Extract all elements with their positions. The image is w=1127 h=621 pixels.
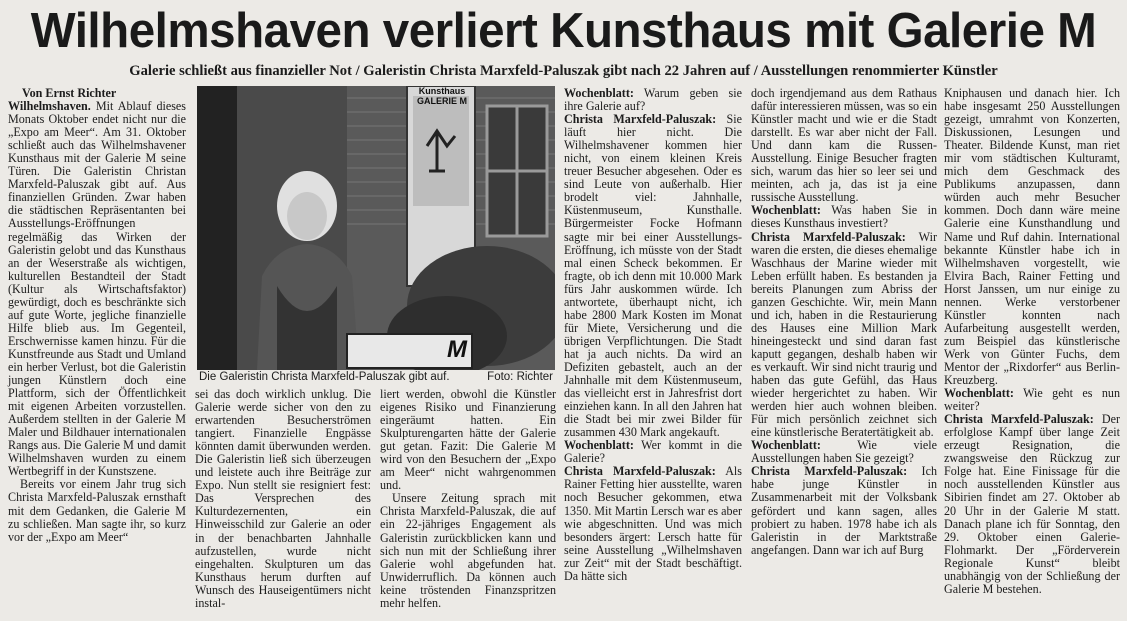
column-4 — [564, 87, 742, 583]
photo-credit: Foto: Richter — [487, 371, 553, 383]
column-6 — [944, 87, 1120, 596]
paragraph: Bereits vor einem Jahr trug sich Christa Marxfeld-Paluszak ernsthaft mit dem Gedanken, die Galerie M zu schließen. Man sagte ihr, so kurz vor der „Expo am Meer“ — [8, 477, 186, 544]
interview-answer — [944, 413, 1120, 596]
interview-question — [751, 439, 937, 465]
speaker-label: Christa Marxfeld-Paluszak: — [751, 464, 908, 479]
lead-paragraph — [8, 100, 186, 478]
speaker-label: Christa Marxfeld-Paluszak: — [944, 412, 1094, 427]
lead-text: Mit Ablauf dieses Monats Oktober endet nicht nur die „Expo am Meer“. Am 31. Oktober schließt auch das Wilhelmshavener Kunsthaus mit der Galerie M seine Türen. Die Galeristin Christan Marxfeld-Paluszak gibt auf. Aus finanziellen Gründen. Zwar haben die städtischen Repräsentanten bei Ausstellungs-Eröffnungen regelmäßig das Wirken der Galeristin gelobt und das Kunsthaus an der Weserstraße als wichtigen, kulturellen Bestandteil der Stadt (Kultur als Wirtschaftsfaktor) gewürdigt, doch es beschränkte sich auf gute Worte, jegliche finanzielle Hilfe blieb aus. Im Gegenteil, Erschwernisse kamen hinzu. Für die Kunstfreunde aus Stadt und Umland ein herber Verlust, bot die Galeristin jungen Künstlern doch eine Plattform, sich der Öffentlichkeit mit eigenen Arbeiten vorzustellen. Außerdem stellten in der Galerie M Maler und Bildhauer internationalen Rangs aus. Die Galerie M und damit Wilhelmshaven wurden zu einem Wertbegriff in der Kunstszene. — [8, 99, 186, 479]
caption-text: Die Galeristin Christa Marxfeld-Paluszak gibt auf. — [199, 371, 450, 383]
speaker-label: Wochenblatt: — [751, 438, 821, 453]
article-photo — [197, 86, 555, 370]
column-1 — [8, 87, 186, 544]
question-text: Wie viele Ausstellungen haben Sie gezeigt? — [751, 438, 937, 466]
column-2 — [195, 388, 371, 610]
interview-answer — [751, 465, 937, 556]
column-3 — [380, 388, 556, 610]
question-text: Warum geben sie ihre Galerie auf? — [564, 86, 742, 114]
paragraph: Kniphausen und danach hier. Ich habe insgesamt 250 Ausstellungen gezeigt, umrahmt von Konzerten, Diskussionen, Lesungen und Theater. Bildende Kunst, man riet mir vom städtischen Kulturamt, mich dem Geschmack des Publikums anzupassen, dann würden auch mehr Besucher kommen. Doch dann wäre meine Galerie eine Kunsthandlung und Name und Ruf dahin. International bekannte Künstler habe ich in Wilhelmshaven vorgestellt, wie Elvira Bach, Rainer Fetting und Horst Janssen, um nur einige zu nennen. Werke verstorbener Künstler konnten nach Aufarbeitung ausgestellt werden, zum Beispiel das künstlerische Werk von Günter Fuchs, dem Mentor der „Rixdorfer“ aus Berlin-Kreuzberg. — [944, 86, 1120, 388]
answer-text: Sie läuft hier nicht. Die Wilhelmshavener kommen hier nicht, von einem kleinen Kreis treuer Besucher abgesehen. Oder es sind Leute von außerhalb. Hier brodelt viel: Jahnhalle, Küstenmuseum, Kunsthalle. Bürgermeister Focke Hofmann sagte mir bei einer Ausstellungs-Eröffnung, ich müsste von der Stadt mal einen Scheck bekommen. Er fragte, ob ich denn mit 10.000 Mark fürs Jahr auskommen würde. Ich antwortete, überhaupt nicht, ich habe 2800 Mark Kosten im Monat für Miete, Versicherung und die übrigen Verpflichtungen. Die Stadt hat ja auch nichts. Da wird an Defiziten gebastelt, auch an der Jahnhalle mit dem Küstenmuseum, das vielleicht erst in Jahresfrist dort einziehen kann. In all den Jahren hat die Stadt bei mir zwei Bilder für zusammen 430 Mark angekauft. — [564, 112, 742, 440]
dateline: Wilhelmshaven. — [8, 99, 91, 114]
interview-question — [751, 204, 937, 230]
speaker-label: Wochenblatt: — [944, 386, 1014, 401]
answer-text: Der erfolglose Kampf über lange Zeit erzeugt Resignation, die zwangsweise den Rückzug zur Folge hat. Eine Finissage für die noch ausstellenden Künstler aus Sibirien findet am 27. Oktober ab 20 Uhr in der Galerie M statt. Danach plane ich für Sonntag, den 29. Oktober einen Galerie-Flohmarkt. Der „Förderverein Regionale Kunst“ bleibt unabhängig von der Schließung der Galerie M bestehen. — [944, 412, 1120, 596]
question-text: Wie geht es nun weiter? — [944, 386, 1120, 414]
paragraph: Unsere Zeitung sprach mit Christa Marxfeld-Paluszak, die auf ein 22-jähriges Engagement als Galeristin zurückblicken kann und sich nun mit der Schließung ihrer Galerie wohl abgefunden hat. Unwiderruflich. Da können auch keine tröstenden Finanzspritzen mehr helfen. — [380, 491, 556, 610]
answer-text: Wir waren die ersten, die dieses ehemalige Waschhaus der Marine wieder mit Leben erfüllt haben. Es bestanden ja bereits Planungen zum Abriss der ganzen Geschichte. Wir, mein Mann und ich, haben in die Restaurierung des Hauses eine Million Mark hineingesteckt und sind daran fast kaputt gegangen, deshalb haben wir es verkauft. Wir sind nicht traurig und haben das gute Gefühl, das Haus wieder hergerichtet zu haben. Wir werden hier auch wohnen bleiben. Für mich persönlich zeichnet sich eine künstlerische Beratertätigkeit ab. — [751, 229, 937, 440]
answer-text: Als Rainer Fetting hier ausstellte, waren noch Besucher gekommen, etwa 1350. Mit Martin Lersch war es aber wie abgeschnitten. Und was mich besonders ärgert: Lersch hatte für seine Ausstellung „Wilhelmshaven zur Zeit“ mit der Stadt beschäftigt. Da hätte sich — [564, 464, 742, 583]
question-text: Was haben Sie in dieses Kunsthaus investiert? — [751, 203, 937, 231]
paragraph: liert werden, obwohl die Künstler eigenes Risiko und Finanzierung eingeräumt hatten. Ein Skulpturengarten hätte der Galerie gut getan. Fazit: Die Galerie M wird von den Besuchern der „Expo am Meer“ nicht wahrgenommen und. — [380, 387, 556, 493]
speaker-label: Wochenblatt: — [564, 86, 634, 100]
headline: Wilhelmshaven verliert Kunsthaus mit Galerie M — [30, 4, 1097, 58]
paragraph: sei das doch wirklich unklug. Die Galerie werde sicher von den zu erwartenden Besucherströmen tangiert. Finanzielle Engpässe könnten damit überwunden werden. Die Galeristin ließ sich überzeugen und leistete auch ihre Beiträge zur Expo. Nun stellt sie resigniert fest: Das Versprechen des Kulturdezernenten, ein Hinweisschild zur Galerie an oder in der benachbarten Jahnhalle aufzustellen, wurde nicht eingehalten. Skulpturen um das Kunsthaus herum durften auf Wunsch des Hauseigentümers nicht instal- — [195, 387, 371, 610]
speaker-label: Christa Marxfeld-Paluszak: — [564, 112, 717, 127]
interview-answer — [751, 231, 937, 440]
paragraph: doch irgendjemand aus dem Rathaus dafür interessieren müssen, was so ein Künstler macht und wie er die Stadt darstellt. Es war aber nicht der Fall. Und dann kam die Russen-Ausstellung. Einige Besucher fragten sich, warum das hier so leer sei und meinten, ach ja, das ist ja eine russische Ausstellung. — [751, 86, 937, 205]
speaker-label: Wochenblatt: — [564, 438, 634, 453]
byline: Von Ernst Richter — [22, 86, 117, 100]
poster-sign: Kunsthaus GALERIE M — [416, 86, 467, 106]
subheadline: Galerie schließt aus finanzieller Not / Galeristin Christa Marxfeld-Paluszak gibt nach 22 Jahren auf / Ausstellungen renommierter Künstler — [129, 63, 998, 79]
speaker-label: Christa Marxfeld-Paluszak: — [751, 229, 906, 244]
speaker-label: Christa Marxfeld-Paluszak: — [564, 464, 716, 479]
interview-answer — [564, 465, 742, 582]
speaker-label: Wochenblatt: — [751, 203, 821, 218]
question-text: Wer kommt in die Galerie? — [564, 438, 742, 466]
photo-caption — [197, 371, 555, 385]
interview-question — [564, 439, 742, 465]
column-5 — [751, 87, 937, 557]
box-label: M — [447, 336, 467, 363]
interview-answer — [564, 113, 742, 439]
interview-question — [564, 87, 742, 113]
photo-image — [197, 86, 555, 370]
interview-question — [944, 387, 1120, 413]
answer-text: Ich habe junge Künstler in Zusammenarbeit mit der Volksbank gefördert und kann sagen, alles probiert zu haben. 1978 habe ich als Galeristin in der Marktstraße angefangen. Dann war ich auf Burg — [751, 464, 937, 557]
